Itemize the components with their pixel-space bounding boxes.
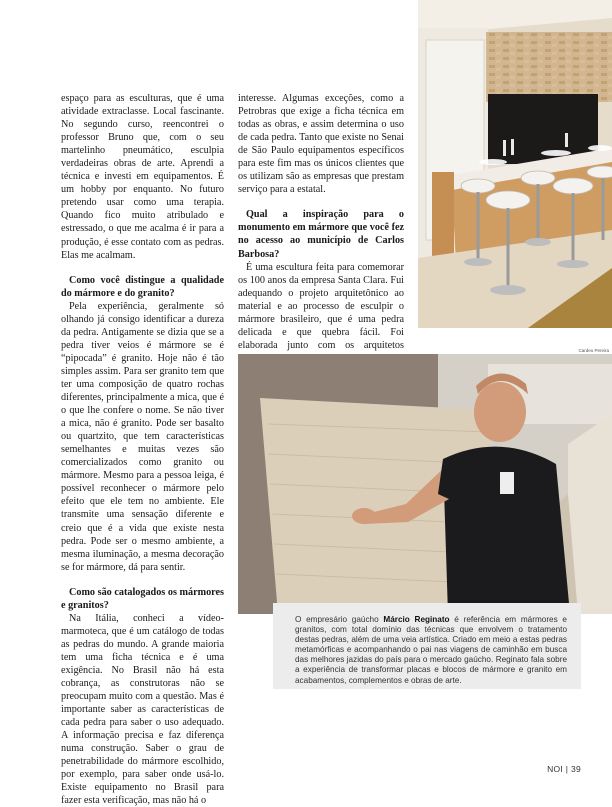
page-footer <box>547 764 581 774</box>
magazine-name: NOI <box>547 764 564 774</box>
interview-question: Como você distingue a qualidade do mármore e do granito? <box>61 274 224 299</box>
worker-photo <box>238 354 612 614</box>
photo-credit: Cardeu Pereira <box>578 348 609 353</box>
interview-question: Como são catalogados os mármores e granitos? <box>61 586 224 611</box>
photo-caption <box>273 603 581 689</box>
interview-question: Qual a inspiração para o monumento em mármore que você fez no acesso ao município de Carlos Barbosa? <box>238 209 404 260</box>
caption-text: O empresário gaúcho <box>295 615 384 624</box>
paragraph: Pela experiência, geralmente só olhando já consigo identificar a dureza da pedra. Antigamente se dizia que se a pedra tiver veios é mármore se é “pipocada” é granito. Hoje não é tão simples assim. Para ser granito tem que ter uma composição de quatro rochas diferentes, principalmente a mica, que é o que lhe confere o nome. Se não tiver a mica, não é granito. Pode ser basalto ou quartzito, que tem características semelhantes e muitas vezes são comercializados como granito ou mármore. Mesmo para a pessoa leiga, é possível reconhecer o mármore pelo efeito que ele tem no ambiente. Ele transmite uma sensação diferente e creio que é a vida que existe nesta pedra. Pode ser o mesmo ambiente, a mesma iluminação, a mesma decoração se for mármore, dá para sentir. <box>61 300 224 573</box>
paragraph: interesse. Algumas exceções, como a Petrobras que exige a ficha técnica em todas as obras, e assim determina o uso de cada pedra. Tanto que existe no Senai de São Paulo equipamentos específicos para este fim mas os únicos clientes que os utilizam são as empresas que prestam serviço para a estatal. <box>238 93 404 196</box>
caption-text: é referência em mármores e granitos, com total domínio das técnicas que envolvem o tratamento destas pedras, além de uma veia artística. Criado em meio a estas pedras metamórficas e acompanhando o pai nas viagens de caminhão em busca das melhores jazidas do país para o mercado gaúcho. Reginato fala sobre a experiência de transformar placas e blocos de mármore e granito em acabamentos, complementos e obras de arte. <box>295 615 567 685</box>
article-column-right <box>238 92 404 378</box>
kitchen-photo <box>418 0 612 328</box>
footer-separator: | <box>565 764 569 774</box>
paragraph-text: É uma escultura feita para comemorar os 100 anos da empresa Santa Clara. Fui adequando o projeto arquitetônico ao material e ao processo de esculpir o mármore brasileiro, que é uma pedra delicada e que quebra fácil. Foi elaborada junto com os arquitetos <box>238 261 404 351</box>
article-column-left <box>61 92 224 807</box>
page-number: 39 <box>570 764 581 774</box>
paragraph: Na Itália, conheci a vídeo-marmoteca, que é um catálogo de todas as pedras do mundo. A grande maioria tem uma ficha técnica e é uma exigência. No Brasil não há esta cobrança, as construtoras não se preocupam muito com a questão. Mas é importante saber as características de cada pedra para saber o uso adequado. A informação precisa e faz diferença numa construção. Saber o grau de penetrabilidade do mármore escolhido, por exemplo, para saber onde usá-lo. Existe equipamento no Brasil para fazer esta verificação, mas não há o <box>61 612 224 807</box>
caption-name: Márcio Reginato <box>383 615 450 624</box>
paragraph: espaço para as esculturas, que é uma atividade extraclasse. Local fascinante. No segundo curso, reencontrei o professor Bruno que, com o seu martelinho pneumático, esculpia verdadeiras obras de arte. Aprendi a técnica e investi em equipamentos. É um hobby por enquanto. No futuro pretendo usar como uma terapia. Quando fico muito atribulado e estressado, o que me acalma é ir para a produção, é esse contato com as pedras. Elas me acalmam. <box>61 93 224 261</box>
